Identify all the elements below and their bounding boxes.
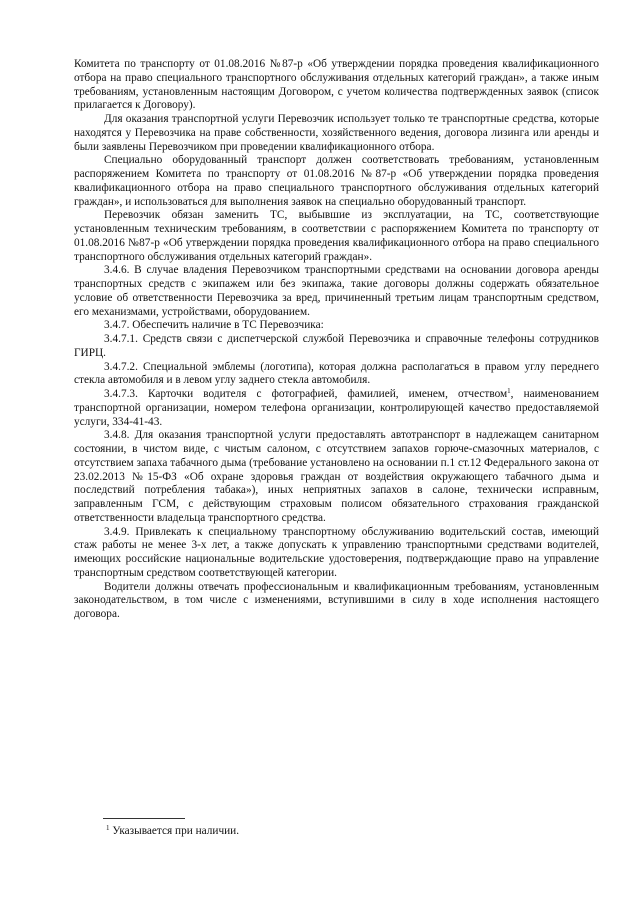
paragraph-3-4-6: 3.4.6. В случае владения Перевозчиком транспортными средствами на основании договора аренды транспортных средств с экипажем или без экипажа, такие договоры должны содержать обязательное условие об ответственности Перевозчика за вред, причиненный третьим лицам транспортным средством, его механизмами, устройствами, оборудованием.	[74, 264, 599, 318]
paragraph-vehicle-replacement: Перевозчик обязан заменить ТС, выбывшие из эксплуатации, на ТС, соответствующие установленным техническим требованиям, в соответствии с распоряжением Комитета по транспорту от 01.08.2016 №87-р «Об утверждении порядка проведения квалификационного отбора на право специального транспортного обслуживания отдельных категорий граждан».	[74, 209, 599, 263]
paragraph-drivers-requirements: Водители должны отвечать профессиональным и квалификационным требованиям, установленным законодательством, в том числе с изменениями, вступившими в силу в ходе исполнения настоящего договора.	[74, 580, 599, 620]
paragraph-3-4-7-2: 3.4.7.2. Специальной эмблемы (логотипа), которая должна располагаться в правом углу переднего стекла автомобиля и в левом углу заднего стекла автомобиля.	[74, 360, 599, 387]
paragraph-3-4-7: 3.4.7. Обеспечить наличие в ТС Перевозчика:	[104, 319, 324, 332]
paragraph-3-4-7-3-end: наименованием транспортной организации, номером телефона организации, контролирующей качество предоставляемой услуги, 334-41-43.	[74, 388, 599, 428]
paragraph-intro-continuation: Комитета по транспорту от 01.08.2016 №87-р «Об утверждении порядка проведения квалификационного отбора на право специального транспортного обслуживания отдельных категорий граждан», а также иным требованиям, установленным настоящим Договором, с учетом количества подтвержденных заявок (список прилагается к Договору).	[74, 58, 599, 112]
footnote	[106, 824, 239, 838]
footnote-text: Указывается при наличии.	[112, 825, 240, 837]
paragraph-special-transport: Специально оборудованный транспорт должен соответствовать требованиям, установленным распоряжением Комитета по транспорту от 01.08.2016 №87-р «Об утверждении порядка проведения квалификационного отбора на право специального транспортного обслуживания отдельных категорий граждан», и использоваться для выполнения заявок на специально оборудованный транспорт.	[74, 154, 599, 208]
paragraph-3-4-7-1: 3.4.7.1. Средств связи с диспетчерской службой Перевозчика и справочные телефоны сотрудников ГИРЦ.	[74, 333, 599, 359]
paragraph-3-4-7-3: 3.4.7.3. Карточки водителя с фотографией, фамилией, именем, отчеством$^1$, наименованием транспортной организации, номером телефона организации, контролирующей качество предоставляемой услуги, 334-41-43.	[74, 387, 599, 428]
paragraph-3-4-7-3-start: 3.4.7.3. Карточки водителя с фотографией, фамилией, именем, отчеством	[104, 388, 508, 400]
paragraph-transport-vehicles: Для оказания транспортной услуги Перевозчик использует только те транспортные средства, которые находятся у Перевозчика на праве собственности, хозяйственного ведения, договора лизинга или аренды и были заявлены Перевозчиком при проведении квалификационного отбора.	[74, 113, 599, 153]
footnote-mark: 1	[106, 824, 110, 832]
paragraph-3-4-9: 3.4.9. Привлекать к специальному транспортному обслуживанию водительский состав, имеющий стаж работы не менее 3-х лет, а также допускать к управлению транспортными средствами водителей, имеющих российские национальные водительские удостоверения, подтверждающие право на управление транспортным средством соответствующей категории.	[74, 525, 599, 579]
paragraph-3-4-8: 3.4.8. Для оказания транспортной услуги предоставлять автотранспорт в надлежащем санитарном состоянии, в чистом виде, с чистым салоном, с отсутствием запахов горюче-смазочных материалов, с отсутствием запаха табачного дыма (требование установлено на основании п.1 ст.12 Федерального закона от 23.02.2013 №15-ФЗ «Об охране здоровья граждан от воздействия окружающего табачного дыма и последствий потребления табака»), иных неприятных запахов в салоне, технически исправным, заправленным ГСМ, с действующим страховым полисом обязательного страхования гражданской ответственности владельца транспортного средства.	[74, 429, 599, 524]
footnote-reference-mark[interactable]: 1	[507, 387, 511, 395]
footnote-divider	[103, 818, 185, 819]
